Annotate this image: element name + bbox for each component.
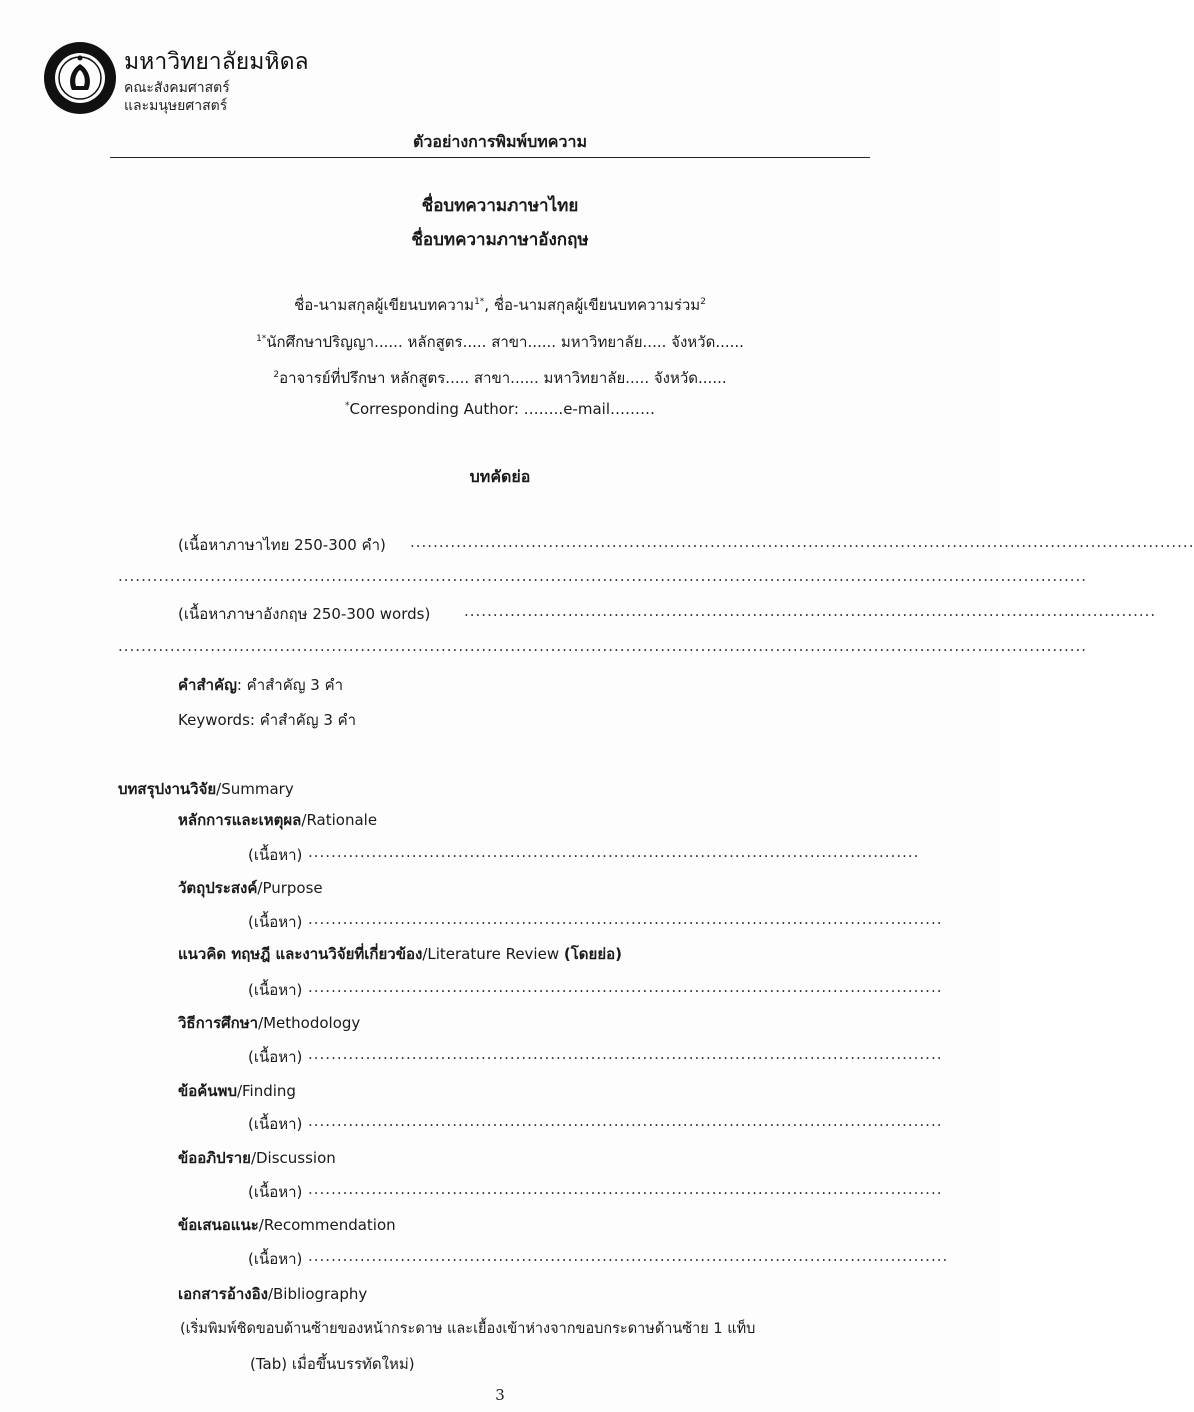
page-number: 3	[495, 1386, 505, 1404]
section-heading-rationale	[178, 808, 377, 832]
affiliation-2-marker: 2	[273, 370, 280, 380]
keywords-thai-value: : คำสำคัญ 3 คำ	[236, 676, 344, 694]
section-heading-thai: วัตถุประสงค์	[178, 879, 258, 897]
section-content-placeholder: (เนื้อหา)	[248, 1183, 303, 1201]
section-heading-english: /Recommendation	[258, 1216, 396, 1234]
abstract-english-placeholder: (เนื้อหาภาษาอังกฤษ 250-300 words)	[178, 605, 431, 623]
section-heading-english: /Purpose	[257, 879, 323, 897]
section-content-placeholder: (เนื้อหา)	[248, 913, 303, 931]
section-heading-thai: ข้อค้นพบ	[178, 1082, 237, 1100]
section-heading-extra: (โดยย่อ)	[563, 945, 622, 963]
summary-heading	[118, 777, 294, 801]
section-content-placeholder: (เนื้อหา)	[248, 981, 303, 999]
section-heading-discussion	[178, 1146, 336, 1170]
leader-dots: ..........................................................................................................	[308, 843, 920, 861]
section-heading-literature-review	[178, 942, 622, 966]
section-heading-thai: ข้ออภิปราย	[178, 1149, 251, 1167]
section-content-placeholder: (เนื้อหา)	[248, 1250, 303, 1268]
section-heading-purpose	[178, 876, 323, 900]
keywords-thai-label: คำสำคัญ	[178, 676, 237, 694]
author-coauthor: ชื่อ-นามสกุลผู้เขียนบทความร่วม	[493, 296, 701, 314]
keywords-thai	[178, 673, 343, 697]
leader-dots: ..............................................................................................................	[308, 1180, 943, 1198]
leader-dots: ..............................................................................................................	[308, 1045, 943, 1063]
author-primary-marker: 1*	[474, 297, 485, 307]
keywords-english: Keywords: คำสำคัญ 3 คำ	[178, 711, 357, 729]
faculty-name-line2: และมนุษยศาสตร์	[124, 98, 228, 114]
section-heading-recommendation	[178, 1213, 396, 1237]
section-heading-english: /Bibliography	[267, 1285, 368, 1303]
section-heading-english: /Methodology	[258, 1014, 361, 1032]
section-heading-methodology	[178, 1011, 360, 1035]
bibliography-note-line1: (เริ่มพิมพ์ชิดขอบด้านซ้ายของหน้ากระดาษ และเยื้องเข้าห่างจากขอบกระดาษด้านซ้าย 1 แท็บ	[180, 1321, 756, 1337]
section-heading-thai: หลักการและเหตุผล	[178, 811, 302, 829]
leader-dots: ........................................................................................................................................................................	[118, 637, 1088, 655]
leader-dots: ..............................................................................................................	[308, 910, 943, 928]
university-name: มหาวิทยาลัยมหิดล	[124, 49, 309, 75]
section-heading-thai: เอกสารอ้างอิง	[178, 1285, 268, 1303]
corresponding-marker: *	[344, 401, 350, 411]
abstract-thai-placeholder: (เนื้อหาภาษาไทย 250-300 คำ)	[178, 536, 386, 554]
article-title-thai: ชื่อบทความภาษาไทย	[421, 196, 579, 216]
section-heading-bibliography	[178, 1282, 367, 1306]
affiliation-1-marker: 1*	[256, 334, 267, 344]
author-separator: ,	[484, 296, 494, 314]
corresponding-text: Corresponding Author: ……..e-mail………	[349, 400, 655, 418]
leader-dots: ..............................................................................................................	[308, 1112, 943, 1130]
section-heading-thai: วิธีการศึกษา	[178, 1014, 259, 1032]
affiliation-2-text: อาจารย์ที่ปรึกษา หลักสูตร..... สาขา...... มหาวิทยาลัย..... จังหวัด......	[279, 369, 727, 387]
summary-heading-english: /Summary	[216, 780, 294, 798]
leader-dots: ...............................................................................................................	[308, 1247, 949, 1265]
section-heading-finding	[178, 1079, 296, 1103]
author-line	[0, 293, 1000, 317]
section-heading-english: /Discussion	[250, 1149, 336, 1167]
affiliation-1-text: นักศึกษาปริญญา...... หลักสูตร..... สาขา...... มหาวิทยาลัย..... จังหวัด......	[266, 333, 744, 351]
bibliography-note-line2: (Tab) เมื่อขึ้นบรรทัดใหม่)	[250, 1355, 415, 1373]
section-content-placeholder: (เนื้อหา)	[248, 1115, 303, 1133]
affiliation-2	[0, 366, 1000, 390]
section-heading-thai: ข้อเสนอแนะ	[178, 1216, 259, 1234]
faculty-name-line1: คณะสังคมศาสตร์	[124, 80, 230, 96]
abstract-heading: บทคัดย่อ	[469, 467, 531, 486]
leader-dots: ........................................................................................................................	[464, 602, 1157, 620]
summary-heading-thai: บทสรุปงานวิจัย	[118, 780, 217, 798]
corresponding-author	[0, 400, 1000, 418]
author-coauthor-marker: 2	[700, 297, 706, 307]
article-title-english: ชื่อบทความภาษาอังกฤษ	[411, 230, 589, 250]
section-content-placeholder: (เนื้อหา)	[248, 1048, 303, 1066]
affiliation-1	[0, 330, 1000, 354]
author-primary: ชื่อ-นามสกุลผู้เขียนบทความ	[294, 296, 475, 314]
section-heading-english: /Rationale	[301, 811, 378, 829]
section-content-placeholder: (เนื้อหา)	[248, 846, 303, 864]
section-heading-english: /Finding	[236, 1082, 296, 1100]
mahidol-seal-icon	[42, 40, 118, 116]
header-divider	[110, 157, 870, 158]
section-heading-english: /Literature Review	[422, 945, 564, 963]
document-title: ตัวอย่างการพิมพ์บทความ	[413, 132, 587, 151]
section-heading-thai: แนวคิด ทฤษฎี และงานวิจัยที่เกี่ยวข้อง	[178, 945, 423, 963]
leader-dots: ........................................................................................................................................	[410, 533, 1194, 551]
leader-dots: ..............................................................................................................	[308, 978, 943, 996]
leader-dots: ........................................................................................................................................................................	[118, 567, 1088, 585]
